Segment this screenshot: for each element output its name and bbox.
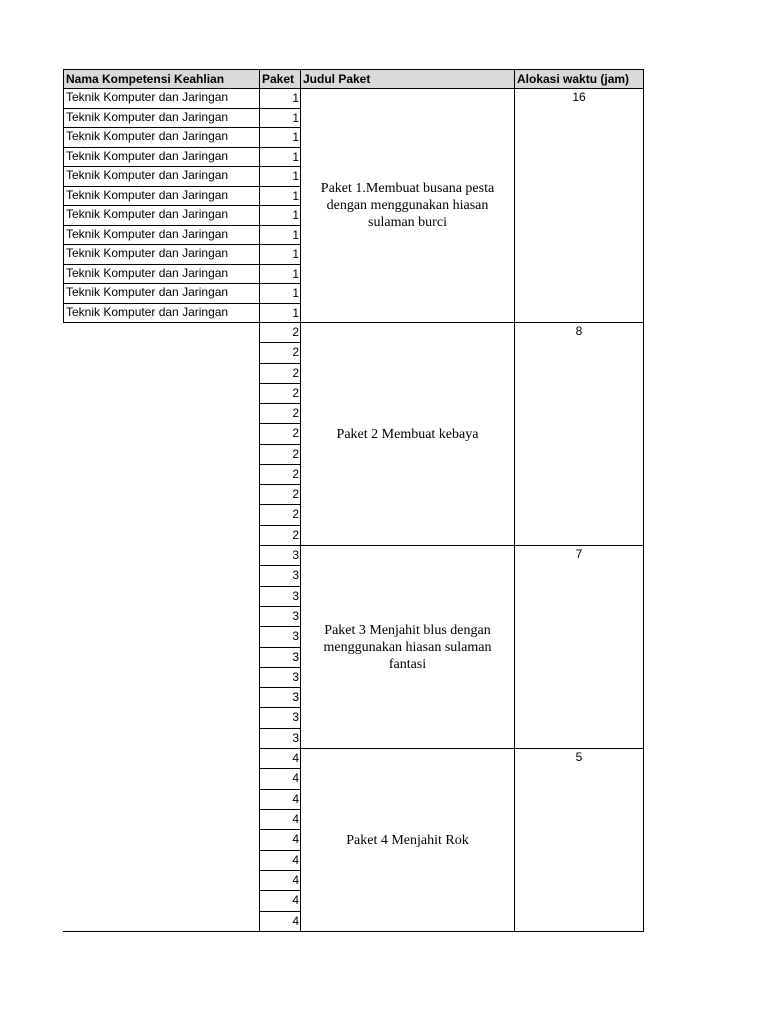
table-cell-paket: 3: [259, 565, 301, 587]
table-cell-paket: 4: [259, 789, 301, 810]
table-cell-paket: 3: [259, 687, 301, 708]
table-cell-nama: Teknik Komputer dan Jaringan: [63, 283, 260, 304]
table-cell-paket: 1: [259, 166, 301, 187]
table-cell-paket: 1: [259, 127, 301, 148]
table-cell-judul-paket: Paket 2 Membuat kebaya: [300, 322, 515, 546]
table-bottom-border: [63, 931, 260, 932]
table-cell-nama: Teknik Komputer dan Jaringan: [63, 186, 260, 206]
table-cell-paket: 3: [259, 586, 301, 607]
table-cell-paket: 1: [259, 264, 301, 284]
table-cell-paket: 3: [259, 647, 301, 668]
table-cell-nama: Teknik Komputer dan Jaringan: [63, 205, 260, 226]
table-cell-paket: 1: [259, 147, 301, 167]
table-cell-alokasi: 5: [514, 748, 644, 932]
table-cell-paket: 2: [259, 525, 301, 546]
table-cell-paket: 3: [259, 606, 301, 627]
header-nama-kompetensi: Nama Kompetensi Keahlian: [63, 69, 260, 89]
table-cell-paket: 1: [259, 88, 301, 109]
table-cell-paket: 4: [259, 768, 301, 790]
table-cell-nama: Teknik Komputer dan Jaringan: [63, 88, 260, 109]
table-cell-nama: Teknik Komputer dan Jaringan: [63, 166, 260, 187]
table-cell-paket: 1: [259, 303, 301, 323]
table-cell-paket: 3: [259, 728, 301, 749]
table-cell-paket: 3: [259, 667, 301, 688]
table-cell-paket: 1: [259, 283, 301, 304]
table-cell-paket: 2: [259, 322, 301, 343]
table-cell-judul-paket: Paket 1.Membuat busana pesta dengan menggunakan hiasan sulaman burci: [300, 88, 515, 323]
header-judul-paket: Judul Paket: [300, 69, 515, 89]
table-cell-paket: 4: [259, 748, 301, 769]
table-cell-nama: Teknik Komputer dan Jaringan: [63, 264, 260, 284]
table-cell-paket: 2: [259, 484, 301, 505]
table-cell-paket: 4: [259, 809, 301, 830]
table-cell-paket: 1: [259, 186, 301, 206]
table-cell-alokasi: 8: [514, 322, 644, 546]
table-cell-nama: Teknik Komputer dan Jaringan: [63, 127, 260, 148]
table-cell-paket: 4: [259, 850, 301, 871]
table-cell-paket: 2: [259, 444, 301, 465]
table-cell-paket: 2: [259, 383, 301, 404]
table-cell-paket: 3: [259, 545, 301, 566]
table-cell-paket: 2: [259, 464, 301, 485]
table-cell-nama: Teknik Komputer dan Jaringan: [63, 147, 260, 167]
table-cell-paket: 4: [259, 870, 301, 891]
table-cell-paket: 3: [259, 707, 301, 729]
table-cell-judul-paket: Paket 4 Menjahit Rok: [300, 748, 515, 932]
table-cell-paket: 1: [259, 244, 301, 265]
table-cell-paket: 2: [259, 403, 301, 424]
table-cell-nama: Teknik Komputer dan Jaringan: [63, 244, 260, 265]
table-cell-paket: 4: [259, 890, 301, 912]
table-cell-paket: 2: [259, 342, 301, 364]
table-cell-paket: 1: [259, 225, 301, 245]
header-alokasi-waktu: Alokasi waktu (jam): [514, 69, 644, 89]
table-cell-paket: 2: [259, 363, 301, 384]
table-cell-paket: 3: [259, 626, 301, 648]
table-cell-paket: 1: [259, 205, 301, 226]
table-cell-paket: 1: [259, 108, 301, 128]
table-cell-nama: Teknik Komputer dan Jaringan: [63, 108, 260, 128]
table-cell-nama: Teknik Komputer dan Jaringan: [63, 225, 260, 245]
table-cell-alokasi: 7: [514, 545, 644, 749]
table-cell-paket: 2: [259, 504, 301, 526]
table-cell-alokasi: 16: [514, 88, 644, 323]
header-paket: Paket: [259, 69, 301, 89]
table-cell-paket: 4: [259, 829, 301, 851]
table-cell-judul-paket: Paket 3 Menjahit blus dengan menggunakan hiasan sulaman fantasi: [300, 545, 515, 749]
table-cell-paket: 4: [259, 911, 301, 932]
table-cell-paket: 2: [259, 423, 301, 445]
table-cell-nama: Teknik Komputer dan Jaringan: [63, 303, 260, 323]
